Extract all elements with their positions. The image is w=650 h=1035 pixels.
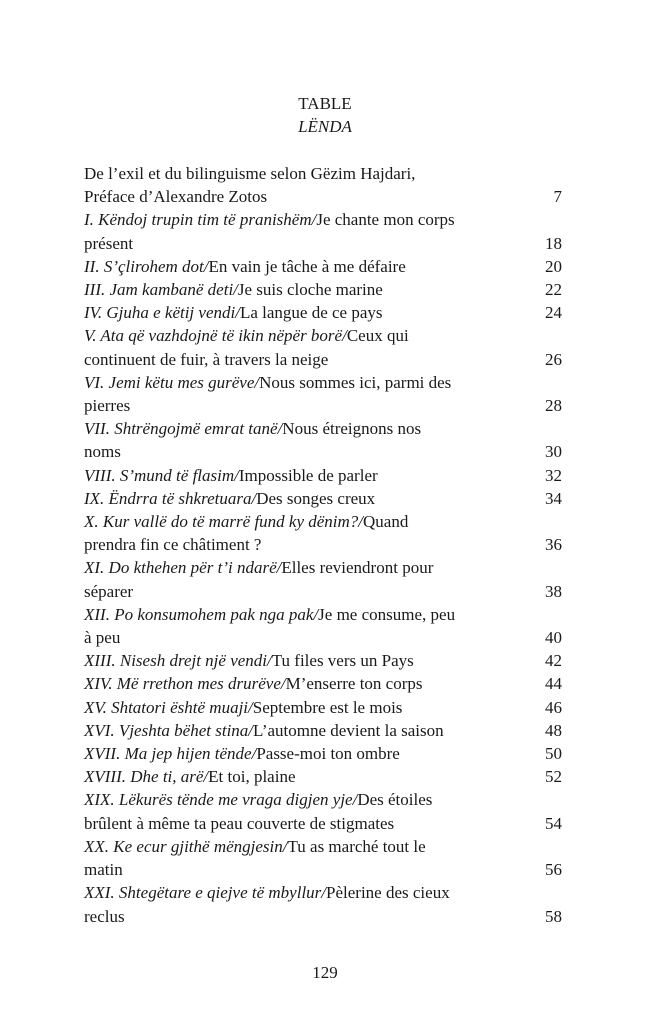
- toc-entry-french-title: Septembre est le mois: [252, 697, 403, 717]
- toc-entry-line: [84, 672, 562, 695]
- toc-entry-albanian-title: XIV. Më rrethon mes drurëve/: [84, 674, 286, 694]
- toc-entry-french-title: De l’exil et du bilinguisme selon Gëzim Hajdari,: [84, 164, 416, 183]
- toc-entry-text: [84, 487, 375, 510]
- toc-entry-text: [84, 440, 121, 463]
- toc-entry-line: [84, 812, 562, 835]
- toc-entry-french-title: Pèlerine des cieux: [326, 883, 450, 903]
- toc-entry-albanian-title: XXI. Shtegëtare e qiejve të mbyllur/: [84, 883, 327, 903]
- toc-entry-albanian-title: XVI. Vjeshta bëhet stina/: [84, 720, 254, 740]
- toc-entry-page: 34: [545, 488, 562, 508]
- toc-entry: [84, 835, 562, 881]
- toc-entry-french-title: noms: [84, 442, 121, 462]
- toc-entry-french-title: Nous sommes ici, parmi des: [259, 372, 452, 392]
- toc-entry-text: [84, 788, 432, 811]
- toc-entry-page: 42: [545, 651, 562, 671]
- toc-entry-line: [84, 487, 562, 510]
- toc-entry-text: [84, 556, 433, 579]
- toc-entry-line: [84, 696, 562, 719]
- toc-entry-line: [84, 371, 562, 394]
- toc-entry-text: [84, 905, 125, 928]
- toc-entry-text: [84, 185, 267, 208]
- toc-entry-line: [84, 301, 562, 324]
- toc-entry: [84, 255, 562, 278]
- toc-entry-text: [84, 742, 400, 765]
- toc-entry-albanian-title: XVII. Ma jep hijen tënde/: [84, 744, 257, 764]
- toc-entry-albanian-title: IV. Gjuha e këtij vendi/: [84, 303, 240, 323]
- toc-entry-text: [84, 278, 383, 301]
- toc-entry-text: [84, 162, 415, 185]
- toc-entry: [84, 719, 562, 742]
- toc-entry-albanian-title: V. Ata që vazhdojnë të ikin nëpër borë/: [84, 326, 347, 346]
- toc-entry-line: [84, 208, 562, 231]
- toc-entry-french-title: Tu as marché tout le: [287, 836, 426, 856]
- toc-entry-text: [84, 719, 444, 742]
- toc-entry-line: [84, 417, 562, 440]
- toc-entry-albanian-title: XV. Shtatori është muaji/: [84, 697, 253, 717]
- toc-entry-french-title: Tu files vers un Pays: [271, 651, 414, 671]
- toc-entry-page: 58: [545, 906, 562, 926]
- toc-entry-page: 54: [545, 813, 562, 833]
- toc-entry-french-title: Des étoiles: [357, 790, 433, 810]
- toc-entry: [84, 672, 562, 695]
- toc-entry-page: 30: [545, 442, 562, 462]
- toc-entry-line: [84, 533, 562, 556]
- toc-entry-line: [84, 626, 562, 649]
- toc-entry: [84, 278, 562, 301]
- toc-entry: [84, 208, 562, 254]
- toc-entry-albanian-title: I. Këndoj trupin tim të pranishëm/: [84, 210, 317, 230]
- toc-entry: [84, 162, 562, 208]
- toc-entry-text: [84, 672, 423, 695]
- toc-entry-page: 7: [553, 187, 562, 207]
- toc-entry-text: [84, 835, 426, 858]
- toc-entry-french-title: Je chante mon corps: [316, 210, 455, 230]
- toc-entry-line: [84, 440, 562, 463]
- toc-entry-line: [84, 394, 562, 417]
- toc-entry-french-title: Je suis cloche marine: [237, 280, 383, 300]
- toc-entry-text: [84, 696, 402, 719]
- toc-entry-line: [84, 835, 562, 858]
- toc-entry-french-title: Passe-moi ton ombre: [256, 744, 400, 764]
- toc-entry-french-title: Des songes creux: [256, 488, 376, 508]
- toc-entry-albanian-title: IX. Ëndrra të shkretuara/: [84, 488, 257, 508]
- toc-entry-text: [84, 603, 455, 626]
- toc-entry-line: [84, 278, 562, 301]
- page-number: 129: [312, 963, 338, 982]
- toc-entry-french-title: continuent de fuir, à travers la neige: [84, 349, 329, 369]
- toc-entry-line: [84, 556, 562, 579]
- toc-entry-page: 50: [545, 744, 562, 764]
- toc-entry-line: [84, 603, 562, 626]
- toc-entry-text: [84, 208, 455, 231]
- toc-entry-page: 28: [545, 396, 562, 416]
- toc-entry-page: 26: [545, 349, 562, 369]
- toc-entry-albanian-title: XIII. Nisesh drejt një vendi/: [84, 651, 272, 671]
- toc-entry-text: [84, 232, 133, 255]
- toc-entry-french-title: Préface d’Alexandre Zotos: [84, 187, 268, 207]
- toc-entry-line: [84, 742, 562, 765]
- toc-entry-french-title: Elles reviendront pour: [281, 558, 434, 578]
- toc-subtitle: LËNDA: [298, 117, 352, 136]
- toc-entry-albanian-title: III. Jam kambanë deti/: [84, 280, 238, 300]
- toc-entry: [84, 603, 562, 649]
- toc-entry: [84, 417, 562, 463]
- toc-entry: [84, 324, 562, 370]
- toc-entry-text: [84, 626, 120, 649]
- toc-entry: [84, 788, 562, 834]
- toc-entry-text: [84, 255, 406, 278]
- toc-entry-albanian-title: XII. Po konsumohem pak nga pak/: [84, 604, 319, 624]
- toc-entry-line: [84, 905, 562, 928]
- toc-entry: [84, 649, 562, 672]
- toc-entry-french-title: Quand: [363, 512, 409, 532]
- toc-entry-albanian-title: X. Kur vallë do të marrë fund ky dënim?/: [84, 512, 364, 532]
- toc-entry-text: [84, 858, 123, 881]
- toc-entry-albanian-title: VIII. S’mund të flasim/: [84, 465, 239, 485]
- toc-entry-french-title: Impossible de parler: [238, 465, 378, 485]
- toc-entry-text: [84, 371, 451, 394]
- toc-entry-line: [84, 788, 562, 811]
- toc-entry-albanian-title: XX. Ke ecur gjithë mëngjesin/: [84, 836, 288, 856]
- toc-entry-text: [84, 324, 409, 347]
- toc-entry: [84, 742, 562, 765]
- toc-entry-french-title: En vain je tâche à me défaire: [208, 256, 406, 276]
- toc-entry-line: [84, 348, 562, 371]
- toc-entry-page: 20: [545, 256, 562, 276]
- toc-entry-page: 18: [545, 233, 562, 253]
- toc-entry-line: [84, 510, 562, 533]
- toc-entry-french-title: Nous étreignons nos: [282, 419, 422, 439]
- toc-entry-french-title: La langue de ce pays: [239, 303, 383, 323]
- toc-entry-page: 40: [545, 628, 562, 648]
- toc-entry: [84, 696, 562, 719]
- toc-entry-albanian-title: XVIII. Dhe ti, arë/: [84, 767, 209, 787]
- toc-entry-french-title: à peu: [84, 628, 121, 648]
- toc-heading: [0, 92, 650, 138]
- toc-entry-french-title: présent: [84, 233, 134, 253]
- toc-entry-text: [84, 881, 450, 904]
- toc-entry-text: [84, 765, 296, 788]
- toc-entry-page: 52: [545, 767, 562, 787]
- toc-entry-french-title: M’enserre ton corps: [285, 674, 423, 694]
- toc-entry-albanian-title: II. S’çlirohem dot/: [84, 256, 209, 276]
- toc-entry-albanian-title: VII. Shtrëngojmë emrat tanë/: [84, 419, 283, 439]
- toc-entry: [84, 510, 562, 556]
- toc-entry-french-title: Et toi, plaine: [208, 767, 296, 787]
- toc-entry-page: 38: [545, 581, 562, 601]
- toc-entry-french-title: brûlent à même ta peau couverte de stigmates: [84, 813, 395, 833]
- toc-entry-line: [84, 162, 562, 185]
- toc-entry: [84, 556, 562, 602]
- toc-entry-line: [84, 580, 562, 603]
- toc-entry-page: 22: [545, 280, 562, 300]
- toc-title: TABLE: [298, 94, 352, 113]
- toc-entry: [84, 301, 562, 324]
- toc-entry: [84, 765, 562, 788]
- toc-entry-line: [84, 649, 562, 672]
- toc-entry-line: [84, 255, 562, 278]
- toc-entry-french-title: prendra fin ce châtiment ?: [84, 535, 262, 555]
- toc-entry-line: [84, 232, 562, 255]
- toc-entry: [84, 487, 562, 510]
- toc-entry-text: [84, 301, 383, 324]
- toc-entry-text: [84, 580, 133, 603]
- toc-entry-page: 32: [545, 465, 562, 485]
- toc-entry-page: 44: [545, 674, 562, 694]
- toc-entry-line: [84, 858, 562, 881]
- toc-entry-french-title: Ceux qui: [346, 326, 409, 346]
- toc-entry-albanian-title: XI. Do kthehen për t’i ndarë/: [84, 558, 282, 578]
- toc-entry-page: 36: [545, 535, 562, 555]
- toc-entry-line: [84, 881, 562, 904]
- toc-entry-french-title: séparer: [84, 581, 134, 601]
- toc-entry-text: [84, 533, 261, 556]
- toc-entry-page: 48: [545, 720, 562, 740]
- toc-entry-line: [84, 324, 562, 347]
- toc-entry: [84, 371, 562, 417]
- toc-entry-text: [84, 348, 328, 371]
- toc-entry-line: [84, 765, 562, 788]
- toc-entry-text: [84, 812, 394, 835]
- toc-entry-text: [84, 649, 414, 672]
- toc-entry-text: [84, 394, 130, 417]
- toc-entry-text: [84, 510, 408, 533]
- toc-entry-text: [84, 417, 421, 440]
- toc-entry-french-title: L’automne devient la saison: [253, 720, 444, 740]
- toc-entry-text: [84, 464, 378, 487]
- toc-entry-french-title: matin: [84, 860, 123, 880]
- toc-entry-albanian-title: VI. Jemi këtu mes gurëve/: [84, 372, 260, 392]
- toc-entry-french-title: reclus: [84, 906, 125, 926]
- toc-entry-line: [84, 719, 562, 742]
- table-of-contents: [84, 162, 562, 928]
- toc-entry-page: 24: [545, 303, 562, 323]
- toc-entry-french-title: Je me consume, peu: [318, 604, 456, 624]
- toc-entry: [84, 464, 562, 487]
- toc-entry-french-title: pierres: [84, 396, 131, 416]
- toc-entry-page: 56: [545, 860, 562, 880]
- toc-entry-albanian-title: XIX. Lëkurës tënde me vraga digjen yje/: [84, 790, 358, 810]
- toc-entry-line: [84, 464, 562, 487]
- toc-entry-page: 46: [545, 697, 562, 717]
- toc-entry-line: [84, 185, 562, 208]
- toc-entry: [84, 881, 562, 927]
